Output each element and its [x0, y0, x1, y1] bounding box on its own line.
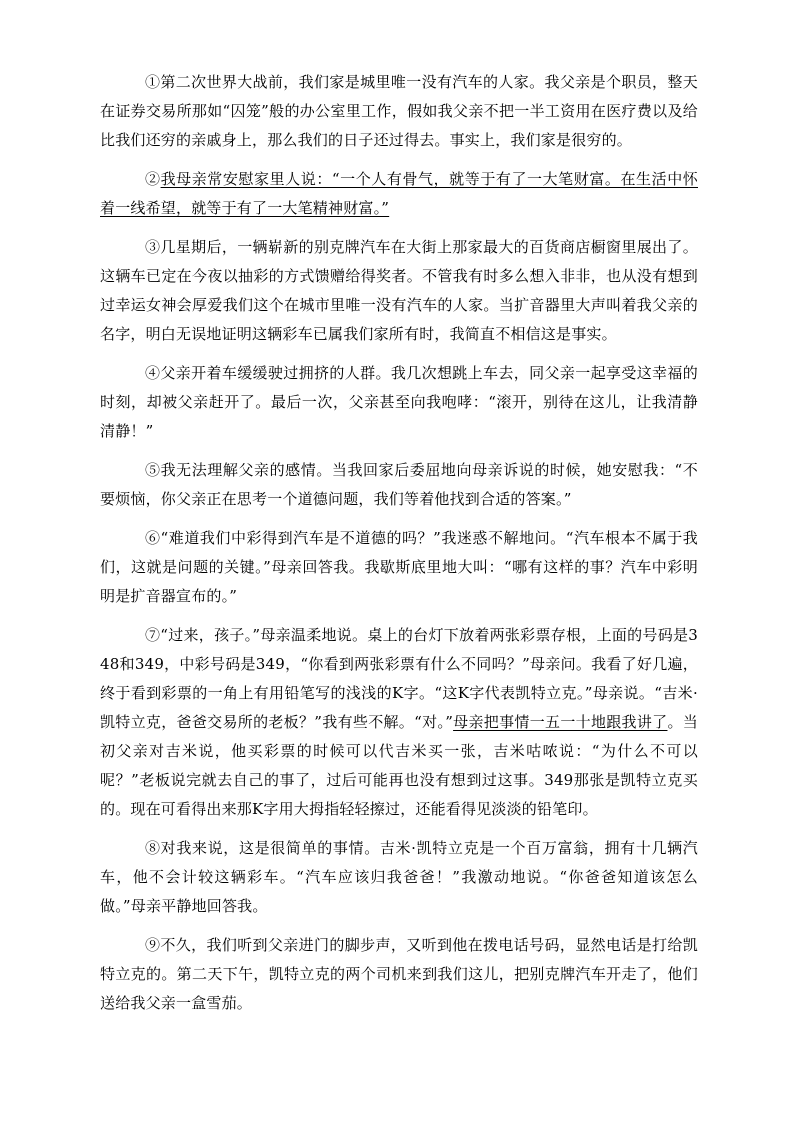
paragraph-9: ⑨不久，我们听到父亲进门的脚步声，又听到他在拨电话号码，显然电话是打给凯特立克的。第二天下午，凯特立克的两个司机来到我们这儿，把别克牌汽车开走了，他们送给我父亲一盒雪茄。 — [100, 936, 698, 1012]
paragraph-5: ⑤我无法理解父亲的感情。当我回家后委屈地向母亲诉说的时候，她安慰我：“不要烦恼，你父亲正在思考一个道德问题，我们等着他找到合适的答案。” — [100, 461, 698, 508]
paragraph-7 — [100, 621, 698, 824]
underlined-sentence-mother-comfort: 我母亲常安慰家里人说：“一个人有骨气，就等于有了一大笔财富。在生活中怀着一线希望，就等于有了一大笔精神财富。” — [100, 170, 698, 217]
document-page — [100, 68, 698, 1028]
underlined-sentence-mother-explains: 母亲把事情一五一十地跟我讲了 — [453, 713, 668, 731]
paragraph-2 — [100, 165, 698, 223]
paragraph-6: ⑥“难道我们中彩得到汽车是不道德的吗？”我迷惑不解地问。“汽车根本不属于我们，这就是问题的关键。”母亲回答我。我歇斯底里地大叫：“哪有这样的事？汽车中彩明明是扩音器宣布的。” — [100, 529, 698, 605]
paragraph-7-part-1: ⑦“过来，孩子。”母亲温柔地说。桌上的台灯下放着两张彩票存根，上面的号码是348和349，中彩号码是349，“你看到两张彩票有什么不同吗？”母亲问。我看了好几遍，终于看到彩票的一角上有用铅笔写的浅浅的K字。“这K字代表凯特立克。”母亲说。“吉米·凯特立克，爸爸交易所的老板？”我有些不解。“对。” — [100, 626, 698, 731]
paragraph-7-part-2: 。当初父亲对吉米说，他买彩票的时候可以代吉米买一张，吉米咕哝说：“为什么不可以呢？”老板说完就去自己的事了，过后可能再也没有想到过这事。349那张是凯特立克买的。现在可看得出来那K字用大拇指轻轻擦过，还能看得见淡淡的铅笔印。 — [100, 713, 698, 818]
paragraph-4: ④父亲开着车缓缓驶过拥挤的人群。我几次想跳上车去，同父亲一起享受这幸福的时刻，却被父亲赶开了。最后一次，父亲甚至向我咆哮：“滚开，别待在这儿，让我清静清静！” — [100, 364, 698, 440]
paragraph-8: ⑧对我来说，这是很简单的事情。吉米·凯特立克是一个百万富翁，拥有十几辆汽车，他不会计较这辆彩车。“汽车应该归我爸爸！”我激动地说。“你爸爸知道该怎么做。”母亲平静地回答我。 — [100, 839, 698, 915]
paragraph-3: ③几星期后，一辆崭新的别克牌汽车在大街上那家最大的百货商店橱窗里展出了。这辆车已定在今夜以抽彩的方式馈赠给得奖者。不管我有时多么想入非非，也从没有想到过幸运女神会厚爱我们这个在城市里唯一没有汽车的人家。当扩音器里大声叫着我父亲的名字，明白无误地证明这辆彩车已属我们家所有时，我简直不相信这是事实。 — [100, 238, 698, 343]
paragraph-1: ①第二次世界大战前，我们家是城里唯一没有汽车的人家。我父亲是个职员，整天在证券交易所那如“囚笼”般的办公室里工作，假如我父亲不把一半工资用在医疗费以及给比我们还穷的亲戚身上，那么我们的日子还过得去。事实上，我们家是很穷的。 — [100, 73, 698, 149]
paragraph-2-number: ② — [145, 170, 161, 188]
